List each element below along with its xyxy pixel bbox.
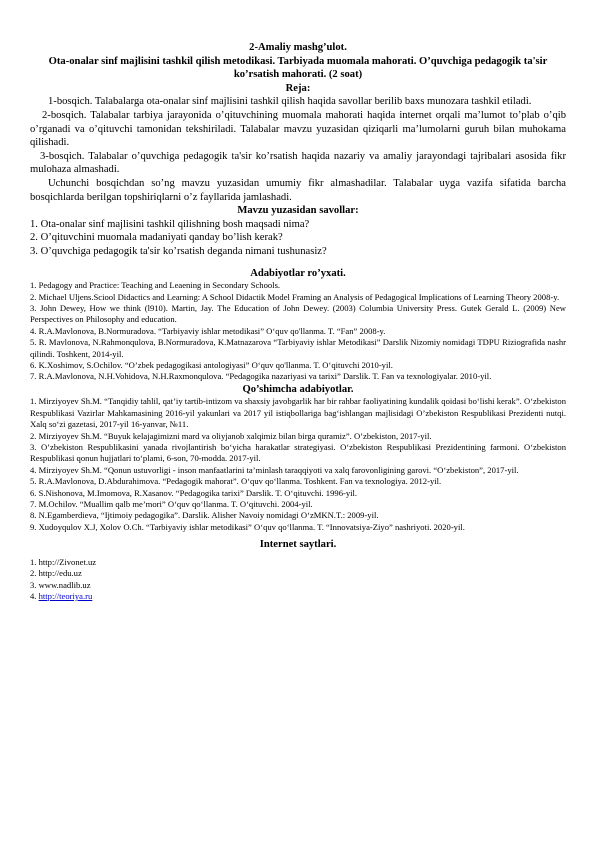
literature-item: 7. R.A.Mavlonova, N.H.Vohidova, N.H.Raxmonqulova. “Pedagogika nazariyasi va tarixi” Darslik. T. Fan va texnologiyalar. 2010-yil.: [30, 371, 492, 382]
literature-item: 4. R.A.Mavlonova, B.Normuradova. “Tarbiyaviy ishlar metodikasi” O‘quv qo'llanma. T. “Fan” 2008-y.: [30, 325, 386, 336]
extra-literature-item: 5. R.A.Mavlonova, D.Abdurahimova. “Pedagogik mahorat”. O‘quv qo‘llanma. Toshkent. Fan va texnologiya. 2012-yil.: [30, 476, 442, 487]
literature-heading: Adabiyotlar ro’yxati.: [250, 267, 346, 279]
question-item: 1. Ota-onalar sinf majlisini tashkil qilishning bosh maqsadi nima?: [30, 218, 310, 230]
internet-site-item: 1. http://Zivonet.uz: [30, 556, 97, 567]
plan-step-3: 3-bosqich. Talabalar o’quvchiga pedagogik ta'sir ko’rsatish haqida nazariy va amaliy jarayondagi tajribalari asosida fikr mulohaza almashadi.: [30, 150, 566, 176]
question-item: 2. O’qituvchini muomala madaniyati qanday bo’lish kerak?: [30, 232, 283, 244]
plan-step-2: 2-bosqich. Talabalar tarbiya jarayonida o’qituvchining muomala mahorati haqida internet orqali ma’lumot to’plab o’qib o’rganadi va o’qituvchi tamonidan tekshiriladi. Talabalar mavzu yuzasidan qiziqarli ma’lumolarni guruh bilan muhokama qilishadi.: [30, 109, 566, 149]
literature-item: 3. John Dewey, How we think (l910). Martin, Jay. The Education of John Dewey. (2003) Columbia University Press. Gutek Gerald L. (2009) New Perspectives on Philosophy and education.: [30, 302, 566, 325]
plan-heading: Reja:: [285, 82, 311, 94]
extra-literature-item: 4. Mirziyoyev Sh.M. “Qonun ustuvorligi - inson manfaatlarini ta’minlash taraqqiyoti va xalq farovonligining garovi. “O‘zbekiston”, 2017-yil.: [30, 464, 519, 475]
literature-item: 6. K.Xoshimov, S.Ochilov. “O’zbek pedagogikasi antologiyasi” O‘quv qo'llanma. T. O‘qituvchi 2010-yil.: [30, 359, 393, 370]
page-title: 2-Amaliy mashg’ulot.: [249, 42, 347, 53]
internet-site-item: [30, 591, 566, 602]
plan-step-1: 1-bosqich. Talabalarga ota-onalar sinf majlisini tashkil qilish haqida savollar berilib baxs munozara tashkil etiladi.: [48, 96, 532, 108]
questions-heading: Mavzu yuzasidan savollar:: [237, 205, 359, 217]
page-subtitle: Ota-onalar sinf majlisini tashkil qilish metodikasi. Tarbiyada muomala mahorati. O’quvchiga pedagogik ta'sir ko’rsatish mahorati. (2 soat): [48, 55, 548, 81]
plan-summary: Uchunchi bosqichdan so’ng mavzu yuzasidan umumiy fikr almashadilar. Talabalar uyga vazifa sifatida barcha bosqichlarda berilgan topshiriqlarni o’z fayllarida jamlashadi.: [30, 177, 566, 203]
extra-literature-item: 9. Xudoyqulov X.J, Xolov O.Ch. “Tarbiyaviy ishlar metodikasi” O‘quv qo‘llanma. T. “Innovatsiya-Ziyo” nashriyoti. 2020-yil.: [30, 521, 465, 532]
literature-item: 1. Pedagogy and Practice: Teaching and Leaening in Secondary Schools.: [30, 280, 281, 291]
literature-item: 5. R. Mavlonova, N.Rahmonqulova, B.Normuradova, K.Matnazarova “Tarbiyaviy ishlar Metodikasi” Darslik Nizomiy nomidagi TDPU Riziografida nashr qilindi. Toshkent, 2014-yil.: [30, 337, 566, 359]
internet-site-number: 4.: [30, 591, 39, 602]
extra-literature-item: 7. M.Ochilov. “Muallim qalb me’mori” O‘quv qo‘llanma. T. O‘qituvchi. 2004-yil.: [30, 499, 313, 509]
literature-item: 2. Michael Uljens.Sciool Didactics and Learning: A School Didactik Model Framing an Analysis of Pedagogical Implications of Learning Theory 2008-y.: [30, 291, 560, 302]
extra-literature-heading: Qo’shimcha adabiyotlar.: [242, 383, 354, 395]
extra-literature-item: 6. S.Nishonova, M.Imomova, R.Xasanov. “Pedagogika tarixi” Darslik. T. O‘qituvchi. 1996-yil.: [30, 487, 358, 498]
extra-literature-item: 8. N.Egamberdieva, “Ijtimoiy pedagogika”. Darslik. Alisher Navoiy nomidagi O‘zMKN.T.: 2009-yil.: [30, 510, 379, 521]
extra-literature-item: 3. O’zbekiston Respublikasini yanada rivojlantirish bo‘yicha harakatlar strategiyasi. O‘zbekiston Respublikasi Prezidentining farmoni. O‘zbekiston Respublikasi qonun hujjatlari to‘plami, 6-son, 70-modda. 2017-yil.: [30, 441, 566, 464]
internet-heading: Internet saytlari.: [259, 539, 337, 551]
internet-site-item: 3. www.nadlib.uz: [30, 579, 91, 590]
extra-literature-item: 2. Mirziyoyev Sh.M. “Buyuk kelajagimizni mard va oliyjanob xalqimiz bilan birga quramiz”. O’zbekiston, 2017-yil.: [30, 430, 432, 441]
internet-site-item: 2. http://edu.uz: [30, 568, 82, 579]
internet-site-link[interactable]: http://teoriya.ru: [38, 591, 93, 602]
question-item: 3. O’quvchiga pedagogik ta'sir ko’rsatish deganda nimani tushunasiz?: [30, 245, 327, 257]
extra-literature-item: 1. Mirziyoyev Sh.M. “Tanqidiy tahlil, qat’iy tartib-intizom va shaxsiy javobgarlik har bir rahbar faoliyatining kundalik qoidasi bo‘lishi kerak”. O‘zbekiston Respublikasi Vazirlar Mahkamasining 2016-yil yakunlari va 2017 yil istiqbollariga bag‘ishlangan majlisidagi O’zbekiston Respublikasi Prezidenti nutqi. Xalq so‘zi gazetasi, 2017-yil 16-yanvar, №11.: [30, 396, 566, 430]
